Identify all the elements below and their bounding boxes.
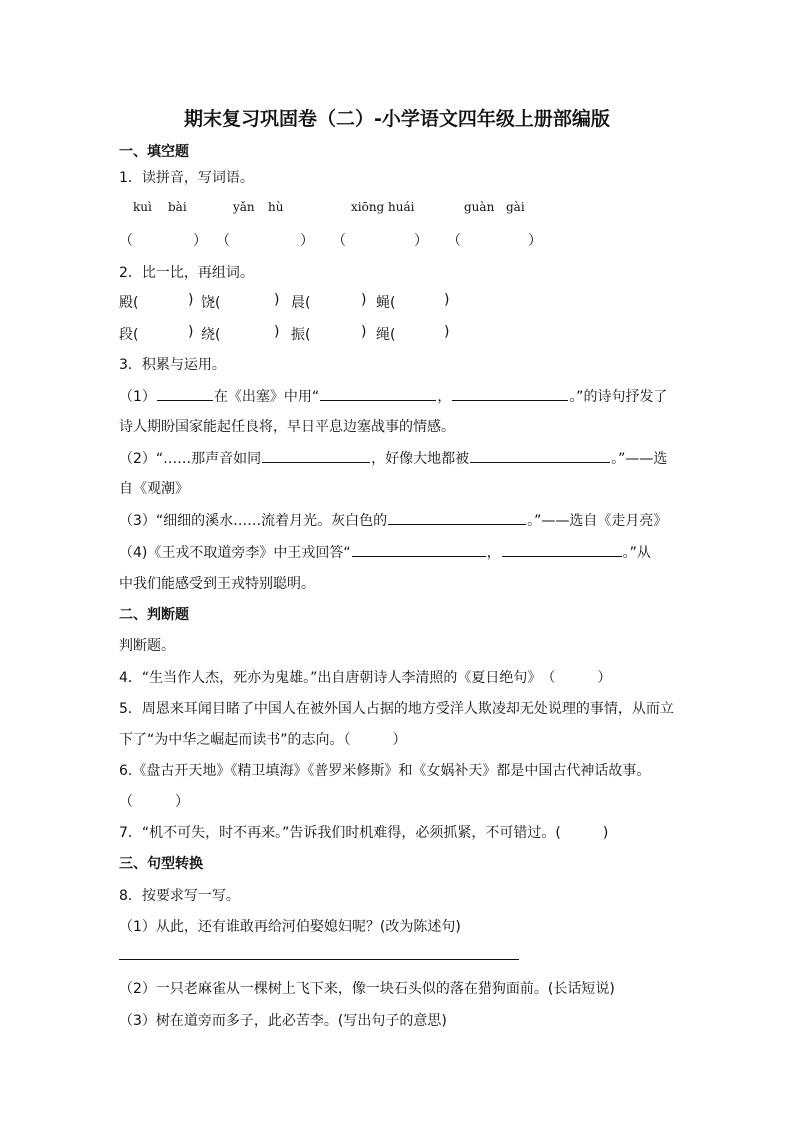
pinyin-text: guàn (464, 200, 495, 214)
char-item-close: ) (274, 292, 280, 308)
question-3-item-3 (119, 510, 667, 530)
char-item: 殿( (119, 295, 139, 311)
answer-box-open: （ (447, 233, 461, 249)
blank-line (502, 542, 622, 557)
char-item: 振( (291, 327, 311, 343)
blank-line (388, 510, 526, 525)
char-item: 绳( (376, 327, 396, 343)
char-item: 绕( (201, 327, 221, 343)
char-item: 晨( (291, 295, 311, 311)
item-text: ， (437, 389, 452, 405)
answer-box-close: ） (193, 233, 207, 249)
item-text: 在《出塞》中用“ (213, 389, 320, 405)
char-item-close: ) (444, 324, 450, 340)
question-8-item-1: （1）从此，还有谁敢再给河伯娶媳妇呢？(改为陈述句) (119, 919, 461, 935)
answer-box-open: （ (119, 233, 133, 249)
item-text: ， (486, 545, 501, 561)
answer-box-open: （ (216, 233, 230, 249)
question-5-cont: 下了“为中华之崛起而读书”的志向。（ ） (119, 732, 407, 748)
blank-line (320, 386, 436, 401)
blank-line (352, 542, 486, 557)
question-3-item-4 (119, 542, 651, 562)
char-item-close: ) (274, 324, 280, 340)
pinyin-text: yǎn (233, 200, 255, 214)
item-text: （2）“……那声音如同 (119, 451, 262, 467)
question-3-item-2-cont: 自《观潮》 (119, 481, 189, 497)
char-item: 饶( (201, 295, 221, 311)
blank-line (262, 448, 370, 463)
question-1-prompt: 1．读拼音，写词语。 (119, 170, 254, 186)
pinyin-text: xiōng huái (351, 200, 415, 214)
question-3-item-1 (119, 386, 667, 406)
question-7: 7．“机不可失，时不再来。”告诉我们时机难得，必须抓紧，不可错过。( ) (119, 825, 609, 841)
question-3-item-2 (119, 448, 667, 468)
pinyin-text: hù (268, 200, 284, 214)
answer-line (119, 959, 519, 960)
char-item-close: ) (444, 292, 450, 308)
char-item-close: ) (361, 292, 367, 308)
question-6: 6.《盘古开天地》《精卫填海》《普罗米修斯》和《女娲补天》都是中国古代神话故事。 (119, 763, 651, 779)
question-5: 5．周恩来耳闻目睹了中国人在被外国人占据的地方受洋人欺凌却无处说理的事情，从而立 (119, 701, 674, 717)
answer-box-close: ） (528, 233, 542, 249)
answer-box-close: ） (300, 233, 314, 249)
item-text: 。”的诗句抒发了 (569, 389, 668, 405)
section-intro: 判断题。 (119, 638, 175, 654)
question-3-item-1-cont: 诗人期盼国家能起任良将，早日平息边塞战事的情感。 (119, 419, 455, 435)
char-item-close: ) (188, 324, 194, 340)
item-text: 。”从 (622, 545, 651, 561)
page-title: 期末复习巩固卷（二）-小学语文四年级上册部编版 (184, 108, 610, 130)
answer-box-close: ） (414, 233, 428, 249)
question-3-item-4-cont: 中我们能感受到王戎特别聪明。 (119, 576, 315, 592)
item-number: （1） (119, 389, 156, 405)
pinyin-text: kuì (133, 200, 152, 214)
question-2-prompt: 2．比一比，再组词。 (119, 265, 254, 281)
blank-line (157, 386, 213, 401)
section-heading-fill-in: 一、填空题 (119, 144, 189, 160)
item-text: 。”——选自《走月亮》 (527, 513, 668, 529)
question-4: 4．“生当作人杰，死亦为鬼雄。”出自唐朝诗人李清照的《夏日绝句》 （ ） (119, 670, 612, 686)
section-heading-true-false: 二、判断题 (119, 607, 189, 623)
char-item-close: ) (188, 292, 194, 308)
question-8-item-3: （3）树在道旁而多子，此必苦李。(写出句子的意思) (119, 1013, 447, 1029)
item-text: 。”——选 (611, 451, 668, 467)
section-heading-sentence-transform: 三、句型转换 (119, 856, 203, 872)
pinyin-text: bài (168, 200, 187, 214)
char-item-close: ) (361, 324, 367, 340)
blank-line (452, 386, 568, 401)
char-item: 蝇( (376, 295, 396, 311)
question-3-prompt: 3．积累与运用。 (119, 357, 226, 373)
question-8-item-2: （2）一只老麻雀从一棵树上飞下来，像一块石头似的落在猎狗面前。(长话短说) (119, 981, 615, 997)
answer-box-open: （ (332, 233, 346, 249)
blank-line (470, 448, 610, 463)
question-6-cont: （ ） (119, 794, 189, 810)
item-text: （3）“细细的溪水……流着月光。灰白色的 (119, 513, 388, 529)
question-8: 8．按要求写一写。 (119, 888, 240, 904)
item-text: ，好像大地都被 (371, 451, 470, 467)
pinyin-text: gài (506, 200, 525, 214)
char-item: 段( (119, 327, 139, 343)
item-text: （4)《王戎不取道旁李》中王戎回答“ (119, 545, 351, 561)
